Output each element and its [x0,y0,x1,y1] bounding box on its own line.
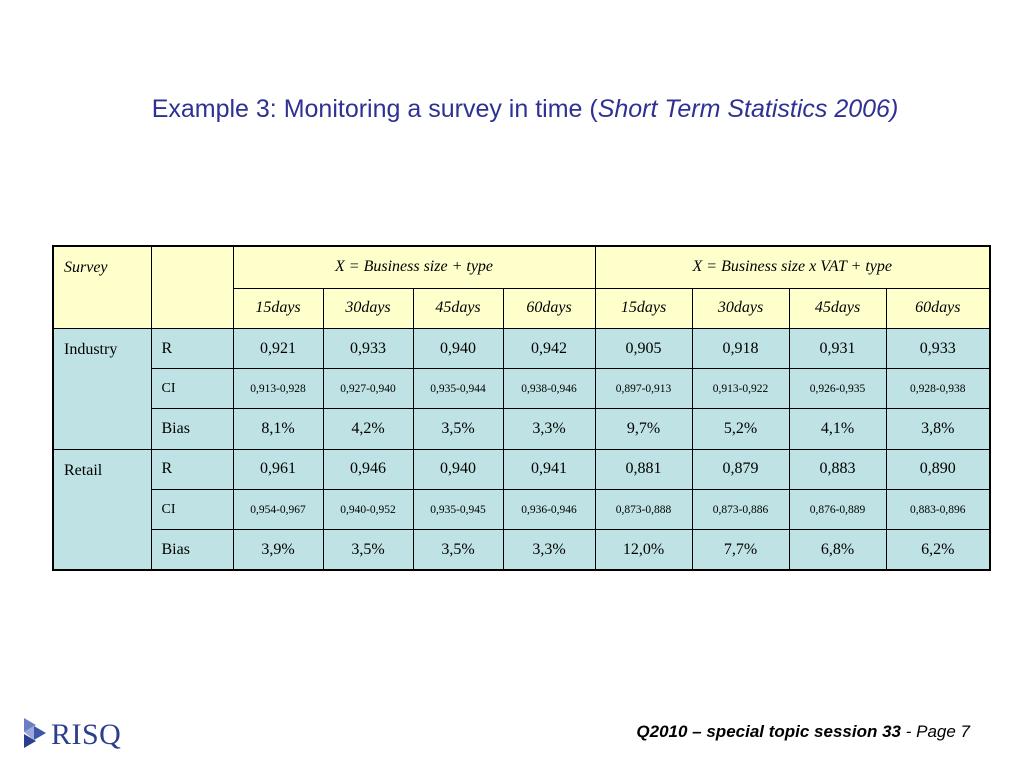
stat-label: Bias [151,409,233,449]
slide-title-italic: Short Term Statistics 2006) [597,95,899,123]
table-cell: 0,890 [886,449,990,489]
table-cell: 0,940-0,952 [323,489,413,529]
footer-session: Q2010 – special topic session 33 [636,722,901,741]
table-cell: 0,905 [595,328,692,368]
table-cell: 7,7% [692,530,789,570]
table-cell: 0,938-0,946 [503,369,595,409]
table-cell: 12,0% [595,530,692,570]
table-cell: 0,931 [789,328,886,368]
table-row [53,409,990,449]
results-table [52,245,991,571]
risq-logo-icon [22,716,48,755]
slide-title-main: Example 3: Monitoring a survey in time ( [151,95,598,123]
table-cell: 0,954-0,967 [233,489,323,529]
table-cell: 0,946 [323,449,413,489]
table-row [53,489,990,529]
table-cell: 0,918 [692,328,789,368]
header-row-groups [53,246,990,288]
table-cell: 0,879 [692,449,789,489]
table-row [53,449,990,489]
day-header: 30days [692,288,789,328]
table-cell: 3,9% [233,530,323,570]
stat-label: R [151,449,233,489]
slide-title [0,95,1024,124]
day-header: 45days [789,288,886,328]
table-cell: 0,935-0,945 [413,489,503,529]
table-cell: 0,942 [503,328,595,368]
table-cell: 0,883 [789,449,886,489]
stat-label: Bias [151,530,233,570]
table-cell: 9,7% [595,409,692,449]
table-cell: 3,8% [886,409,990,449]
stat-label: CI [151,369,233,409]
stat-label: R [151,328,233,368]
risq-logo-text: RISQ [51,718,122,751]
slide-footer [636,722,970,742]
table-cell: 3,5% [413,409,503,449]
table-cell: 0,897-0,913 [595,369,692,409]
table-row [53,530,990,570]
table-cell: 0,913-0,928 [233,369,323,409]
table-cell: 0,933 [323,328,413,368]
table-cell: 6,8% [789,530,886,570]
table-cell: 0,940 [413,449,503,489]
table-cell: 3,5% [413,530,503,570]
table-cell: 0,940 [413,328,503,368]
table-row [53,328,990,368]
table-cell: 0,873-0,888 [595,489,692,529]
survey-header: Survey [53,246,151,328]
table-cell: 0,928-0,938 [886,369,990,409]
table-cell: 0,876-0,889 [789,489,886,529]
table-cell: 0,935-0,944 [413,369,503,409]
table-cell: 3,3% [503,409,595,449]
day-header: 15days [233,288,323,328]
group-header-a: X = Business size + type [233,246,595,288]
table-cell: 0,936-0,946 [503,489,595,529]
survey-name-industry: Industry [53,328,151,449]
table-cell: 0,933 [886,328,990,368]
footer-page: - Page 7 [901,722,970,741]
table-cell: 5,2% [692,409,789,449]
day-header: 30days [323,288,413,328]
table-cell: 4,2% [323,409,413,449]
table-cell: 0,873-0,886 [692,489,789,529]
table-cell: 0,926-0,935 [789,369,886,409]
survey-name-retail: Retail [53,449,151,570]
table-cell: 6,2% [886,530,990,570]
stat-label: CI [151,489,233,529]
table-cell: 0,941 [503,449,595,489]
stat-header-empty [151,246,233,328]
table-cell: 0,927-0,940 [323,369,413,409]
table-cell: 0,961 [233,449,323,489]
risq-logo [22,716,121,754]
table-cell: 3,3% [503,530,595,570]
table-cell: 3,5% [323,530,413,570]
table-cell: 0,881 [595,449,692,489]
table-cell: 8,1% [233,409,323,449]
day-header: 60days [503,288,595,328]
table-cell: 4,1% [789,409,886,449]
group-header-b: X = Business size x VAT + type [595,246,990,288]
day-header: 15days [595,288,692,328]
day-header: 45days [413,288,503,328]
day-header: 60days [886,288,990,328]
table-cell: 0,883-0,896 [886,489,990,529]
table-cell: 0,921 [233,328,323,368]
table-row [53,369,990,409]
table-cell: 0,913-0,922 [692,369,789,409]
